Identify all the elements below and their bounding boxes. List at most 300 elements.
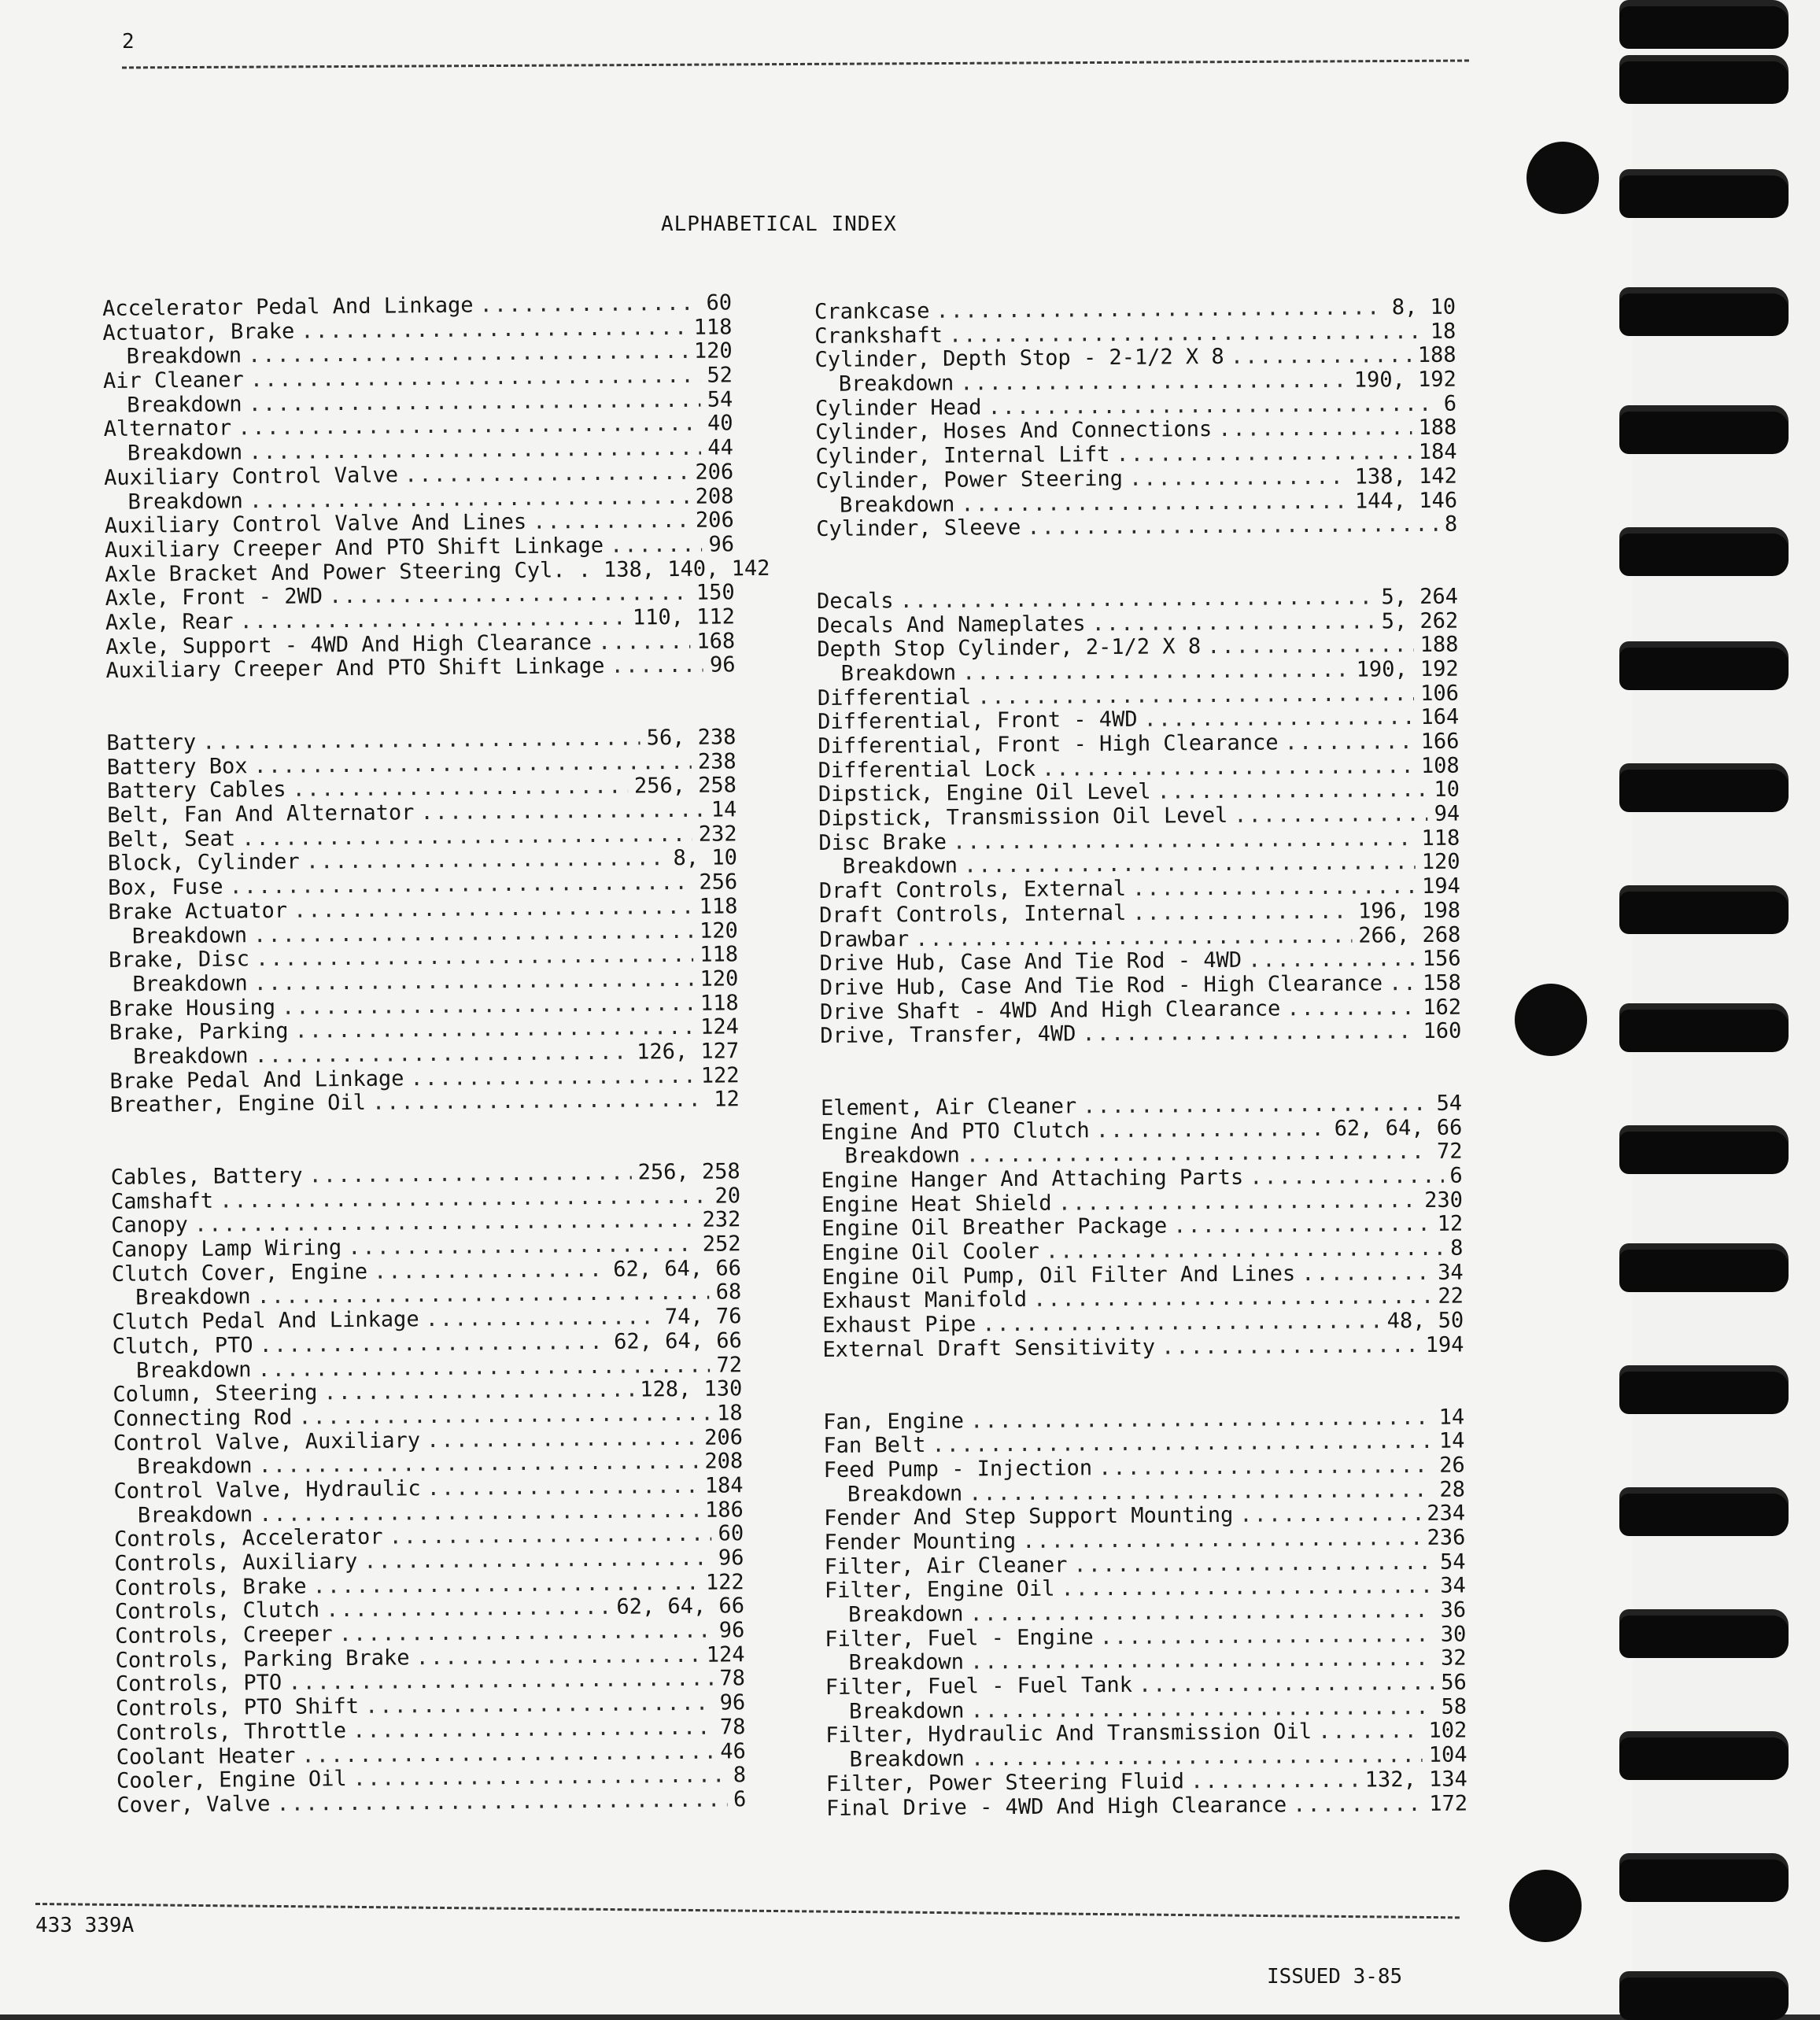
entry-label: Battery [106, 731, 196, 756]
entry-label: Depth Stop Cylinder, 2-1/2 X 8 [817, 635, 1201, 663]
entry-pages: 128, 130 [640, 1377, 742, 1402]
entry-pages: 106 [1420, 681, 1459, 706]
dot-leader [899, 585, 1375, 613]
entry-pages: 96 [710, 654, 736, 678]
dot-leader [1318, 1719, 1423, 1745]
entry-label: Breakdown [818, 662, 957, 687]
entry-label: Breakdown [816, 493, 955, 518]
entry-pages: 232 [702, 1209, 740, 1233]
binder-coil [1619, 1971, 1789, 2020]
entry-pages: 256, 258 [634, 774, 736, 800]
entry-label: Cylinder, Sleeve [816, 516, 1021, 542]
entry-pages: 266, 268 [1358, 923, 1460, 948]
entry-label: Breakdown [825, 1603, 964, 1628]
dot-leader [1058, 1189, 1419, 1216]
entry-pages: 6 [733, 1788, 747, 1812]
entry-label: Breakdown [104, 441, 243, 466]
entry-pages: 164 [1420, 706, 1459, 730]
dot-leader [977, 682, 1414, 710]
entry-pages: 188 [1420, 633, 1459, 658]
entry-pages: 54 [1440, 1550, 1466, 1575]
dot-leader [970, 1405, 1433, 1433]
entry-label: Engine And PTO Clutch [821, 1119, 1090, 1145]
entry-label: Breakdown [821, 1144, 960, 1169]
entry-label: Breakdown [109, 924, 248, 949]
binder-hole [1515, 984, 1587, 1056]
dot-leader [970, 1696, 1434, 1723]
dot-leader [1143, 706, 1414, 732]
entry-label: Engine Oil Breather Package [821, 1215, 1167, 1242]
entry-label: Draft Controls, External [819, 877, 1126, 904]
entry-label: Axle, Support - 4WD And High Clearance [105, 631, 592, 660]
dot-leader [323, 1379, 633, 1405]
dot-leader [1173, 1213, 1431, 1239]
entry-label: Cover, Valve [116, 1793, 270, 1819]
entry-label: Brake, Disc [109, 947, 249, 973]
entry-pages: 256, 258 [638, 1160, 740, 1185]
entry-label: Filter, Engine Oil [825, 1578, 1055, 1604]
dot-leader [339, 1619, 713, 1647]
entry-pages: 158 [1423, 971, 1461, 995]
entry-pages: 96 [718, 1546, 744, 1571]
dot-leader [1096, 1117, 1328, 1143]
entry-pages: 8 [733, 1763, 747, 1788]
entry-label: Breakdown [109, 1044, 249, 1069]
entry-label: Breakdown [113, 1358, 252, 1383]
entry-label: Engine Oil Cooler [821, 1240, 1039, 1266]
dot-leader [1022, 1527, 1421, 1554]
entry-label: Differential, Front - High Clearance [818, 731, 1278, 759]
entry-pages: 252 [703, 1232, 741, 1257]
entry-label: Drive Hub, Case And Tie Rod - 4WD [820, 949, 1242, 977]
dot-leader [1287, 996, 1416, 1021]
dot-leader [282, 992, 694, 1020]
entry-pages: 34 [1438, 1261, 1464, 1285]
dot-leader [294, 1016, 694, 1044]
dot-leader [1248, 947, 1416, 973]
entry-label: Drawbar [819, 928, 909, 953]
entry-label: Cables, Battery [111, 1165, 303, 1191]
entry-pages: 184 [1419, 441, 1457, 465]
entry-label: Auxiliary Creeper And PTO Shift Linkage [105, 534, 604, 563]
entry-label: Controls, PTO Shift [116, 1695, 359, 1722]
entry-label: Breakdown [825, 1699, 965, 1724]
entry-label: Battery Box [107, 755, 248, 780]
entry-pages: 48, 50 [1387, 1309, 1464, 1334]
entry-pages: 56 [1441, 1671, 1467, 1696]
entry-pages: 206 [704, 1426, 743, 1450]
dot-leader [1046, 1237, 1445, 1265]
dot-leader [598, 630, 691, 655]
entry-pages: 54 [1436, 1092, 1462, 1117]
binder-coil [1619, 1731, 1789, 1780]
entry-pages: 36 [1440, 1599, 1466, 1623]
entry-label: Cylinder, Internal Lift [815, 443, 1109, 470]
dot-leader [353, 1764, 727, 1792]
dot-leader [611, 654, 703, 679]
dot-leader [276, 1788, 727, 1816]
binder-hole [1509, 1870, 1582, 1942]
entry-pages: 44 [707, 436, 733, 460]
entry-pages: 46 [720, 1740, 746, 1764]
entry-label: Engine Heat Shield [821, 1191, 1052, 1217]
entry-label: Fender And Step Support Mounting [824, 1504, 1233, 1531]
entry-pages: 28 [1439, 1478, 1465, 1502]
entry-label: Brake Actuator [108, 899, 287, 925]
binder-coil [1619, 55, 1789, 104]
entry-label: Column, Steering [113, 1382, 317, 1408]
binder-coil [1619, 1125, 1789, 1174]
entry-pages: 96 [708, 533, 734, 557]
entry-label: Auxiliary Control Valve [104, 463, 398, 490]
dot-leader [915, 924, 1352, 951]
entry-pages: 34 [1440, 1575, 1466, 1599]
entry-label: Exhaust Manifold [822, 1288, 1027, 1314]
entry-pages: 190, 192 [1354, 368, 1456, 393]
entry-pages: 94 [1434, 803, 1460, 827]
entry-pages: 122 [701, 1064, 740, 1088]
entry-pages: 72 [716, 1353, 742, 1378]
entry-pages: 160 [1423, 1020, 1461, 1044]
entry-pages: 72 [1437, 1140, 1463, 1165]
entry-pages: 78 [720, 1715, 746, 1740]
entry-label: Fan, Engine [823, 1409, 964, 1435]
entry-pages: 5, 264 [1381, 585, 1458, 609]
dot-leader [427, 1475, 699, 1501]
entry-pages: 138, 140, 142 [604, 556, 770, 582]
dot-leader [1132, 899, 1352, 925]
entry-pages: 208 [696, 485, 734, 509]
dot-leader [372, 1088, 708, 1116]
dot-leader [1218, 416, 1412, 442]
entry-pages: 238 [698, 750, 736, 774]
entry-pages: 162 [1423, 995, 1461, 1020]
entry-label: Differential, Front - 4WD [818, 708, 1138, 735]
dot-leader [1389, 972, 1416, 996]
entry-pages: 18 [717, 1401, 743, 1426]
entry-pages: 18 [1431, 319, 1456, 344]
entry-pages: 118 [1421, 826, 1460, 851]
entry-pages: 236 [1427, 1526, 1465, 1550]
entry-label: Controls, Accelerator [114, 1526, 383, 1553]
entry-pages: 78 [719, 1667, 745, 1692]
entry-label: Breakdown [103, 345, 242, 370]
entry-label: Control Valve, Hydraulic [113, 1477, 420, 1504]
entry-pages: 168 [696, 630, 735, 654]
dot-leader [254, 1041, 630, 1069]
entry-pages: 8 [1445, 513, 1458, 537]
entry-pages: 58 [1441, 1695, 1467, 1719]
entry-label: Exhaust Pipe [822, 1313, 976, 1339]
form-number: 433 339A [35, 1914, 134, 1937]
entry-pages: 124 [700, 1016, 739, 1040]
dot-leader [1207, 633, 1414, 659]
dot-leader [1234, 803, 1428, 829]
entry-pages: 122 [706, 1571, 744, 1595]
entry-pages: 256 [699, 870, 737, 895]
entry-label: Axle Bracket And Power Steering Cyl. . [105, 559, 591, 588]
entry-label: Engine Hanger And Attaching Parts [821, 1166, 1244, 1194]
entry-pages: 62, 64, 66 [614, 1329, 742, 1354]
entry-pages: 156 [1423, 947, 1461, 972]
entry-label: Differential [818, 685, 971, 711]
dot-leader [364, 1547, 712, 1575]
entry-label: Breakdown [109, 972, 248, 997]
entry-label: Decals [817, 589, 894, 614]
entry-pages: 14 [1439, 1430, 1465, 1454]
binder-coil [1619, 287, 1789, 336]
entry-pages: 20 [714, 1184, 740, 1209]
dot-leader [374, 1258, 607, 1285]
entry-pages: 206 [695, 460, 733, 485]
entry-label: Canopy Lamp Wiring [111, 1236, 341, 1263]
entry-label: Filter, Power Steering Fluid [826, 1770, 1184, 1797]
entry-label: Fender Mounting [824, 1530, 1016, 1556]
entry-label: Auxiliary Control Valve And Lines [105, 511, 527, 539]
entry-pages: 120 [694, 340, 733, 364]
entry-pages: 120 [1422, 851, 1460, 875]
entry-pages: 8, 10 [673, 847, 737, 871]
entry-pages: 6 [1449, 1165, 1463, 1189]
dot-leader [326, 1596, 611, 1623]
entry-pages: 96 [720, 1691, 746, 1715]
dot-leader [1027, 513, 1438, 541]
dot-leader [301, 316, 688, 344]
dot-leader [1033, 1285, 1432, 1313]
entry-label: Filter, Air Cleaner [825, 1553, 1068, 1579]
dot-leader [420, 799, 705, 825]
entry-label: Clutch Pedal And Linkage [112, 1308, 419, 1335]
entry-label: Box, Fuse [108, 876, 223, 901]
entry-label: Alternator [103, 417, 231, 442]
entry-label: Disc Brake [818, 830, 947, 855]
binder-coil [1619, 527, 1789, 576]
entry-pages: 124 [707, 1643, 745, 1667]
entry-pages: 12 [1438, 1213, 1464, 1237]
entry-label: Breakdown [104, 489, 243, 515]
dot-leader [298, 1402, 711, 1431]
dot-leader [1042, 755, 1415, 781]
dot-leader [410, 1064, 695, 1091]
entry-pages: 206 [696, 508, 734, 533]
entry-pages: 32 [1441, 1647, 1467, 1671]
index-entry [116, 1788, 746, 1818]
dot-leader [969, 1478, 1433, 1505]
entry-label: Drive, Transfer, 4WD [820, 1023, 1076, 1049]
entry-pages: 118 [700, 895, 738, 919]
binder-coil [1619, 405, 1789, 454]
entry-label: Breakdown [112, 1286, 251, 1311]
dot-leader [1239, 1502, 1420, 1528]
binder-coil [1619, 763, 1789, 812]
entry-label: Crankcase [814, 300, 930, 325]
section-gap [823, 1357, 1464, 1410]
entry-label: Breather, Engine Oil [110, 1091, 366, 1118]
entry-label: Controls, PTO [116, 1671, 282, 1697]
entry-label: Cylinder, Power Steering [816, 467, 1123, 494]
binder-coil [1619, 1487, 1789, 1536]
dot-leader [1083, 1092, 1431, 1119]
entry-label: Draft Controls, Internal [819, 902, 1126, 929]
entry-label: Auxiliary Creeper And PTO Shift Linkage [105, 655, 604, 684]
entry-label: Belt, Fan And Alternator [107, 801, 414, 828]
entry-label: Brake Housing [109, 995, 276, 1021]
entry-label: Breakdown [114, 1503, 253, 1528]
entry-pages: 208 [704, 1450, 743, 1475]
entry-label: Cylinder, Hoses And Connections [815, 418, 1212, 445]
entry-label: Canopy [111, 1213, 188, 1239]
entry-pages: 14 [1439, 1405, 1465, 1430]
dot-leader [301, 1740, 714, 1768]
header-divider [122, 60, 1469, 69]
dot-leader [259, 1331, 607, 1358]
dot-leader [1116, 441, 1412, 467]
entry-label: Controls, Throttle [116, 1719, 346, 1746]
dot-leader [1293, 1792, 1423, 1817]
binder-hole [1527, 142, 1599, 214]
index-entry [822, 1333, 1464, 1362]
entry-label: Coolant Heater [116, 1744, 296, 1770]
entry-pages: 6 [1444, 392, 1457, 416]
dot-leader [1301, 1261, 1431, 1287]
entry-label: Dipstick, Engine Oil Level [818, 781, 1151, 807]
dot-leader [610, 534, 703, 559]
dot-leader [949, 320, 1424, 348]
entry-label: Controls, Parking Brake [115, 1646, 409, 1673]
entry-label: Cooler, Engine Oil [116, 1767, 347, 1794]
entry-label: Breakdown [825, 1748, 965, 1773]
entry-pages: 110, 112 [633, 605, 735, 630]
entry-pages: 40 [707, 412, 733, 437]
entry-label: Engine Oil Pump, Oil Filter And Lines [822, 1262, 1296, 1290]
entry-label: Brake, Parking [109, 1020, 289, 1046]
dot-leader [1231, 344, 1412, 370]
dot-leader [353, 1715, 714, 1743]
entry-pages: 150 [696, 582, 735, 606]
entry-pages: 166 [1421, 730, 1460, 755]
entry-label: External Draft Sensitivity [822, 1335, 1155, 1362]
dot-leader [970, 1647, 1434, 1675]
dot-leader [936, 296, 1386, 323]
entry-pages: 138, 142 [1355, 464, 1457, 489]
entry-label: Accelerator Pedal And Linkage [102, 294, 474, 321]
dot-leader [292, 775, 628, 803]
index-entry [826, 1792, 1467, 1821]
dot-leader [1091, 610, 1375, 637]
dot-leader [969, 1599, 1434, 1627]
dot-leader [365, 1692, 714, 1719]
entry-pages: 118 [700, 992, 739, 1016]
entry-pages: 108 [1421, 754, 1460, 778]
entry-pages: 188 [1418, 416, 1456, 441]
entry-label: Differential Lock [818, 757, 1036, 783]
dot-leader [308, 1161, 631, 1189]
entry-pages: 30 [1441, 1623, 1467, 1647]
entry-label: Axle, Front - 2WD [105, 585, 323, 611]
dot-leader [1161, 1334, 1419, 1360]
index-column-right [814, 296, 1467, 1822]
entry-pages: 186 [705, 1498, 744, 1523]
dot-leader [1073, 1550, 1434, 1577]
dot-leader [1129, 465, 1349, 491]
dot-leader [966, 1140, 1431, 1168]
entry-pages: 56, 238 [646, 726, 736, 751]
dot-leader [964, 851, 1416, 878]
entry-label: Clutch, PTO [113, 1334, 253, 1359]
dot-leader [533, 509, 689, 535]
binder-coil [1619, 1853, 1789, 1902]
entry-label: Final Drive - 4WD And High Clearance [826, 1793, 1287, 1821]
entry-pages: 126, 127 [637, 1040, 739, 1065]
entry-pages: 8, 10 [1392, 296, 1456, 320]
entry-pages: 196, 198 [1358, 899, 1460, 924]
dot-leader [1250, 1165, 1444, 1191]
entry-pages: 22 [1438, 1285, 1464, 1309]
entry-label: Fan Belt [823, 1434, 925, 1459]
entry-label: Breakdown [815, 372, 954, 397]
entry-pages: 68 [716, 1281, 742, 1305]
entry-label: Decals And Nameplates [817, 612, 1086, 638]
entry-label: Belt, Seat [107, 827, 235, 852]
entry-label: Actuator, Brake [102, 319, 294, 345]
entry-label: Brake Pedal And Linkage [109, 1067, 404, 1094]
entry-label: Breakdown [103, 393, 242, 418]
entry-pages: 62, 64, 66 [1335, 1116, 1463, 1141]
entry-pages: 52 [707, 364, 733, 388]
binder-coil [1619, 885, 1789, 934]
entry-pages: 62, 64, 66 [613, 1257, 741, 1282]
entry-label: Filter, Fuel - Fuel Tank [825, 1674, 1132, 1701]
dot-leader [404, 461, 689, 488]
entry-pages: 184 [705, 1474, 744, 1498]
dot-leader [960, 369, 1348, 397]
entry-pages: 232 [699, 822, 737, 847]
entry-label: Breakdown [819, 855, 958, 880]
binder-coil [1619, 0, 1789, 49]
binder-coil [1619, 1365, 1789, 1414]
dot-leader [1061, 1575, 1434, 1601]
dot-leader [1100, 1623, 1434, 1650]
dot-leader [479, 292, 700, 318]
section-gap [106, 678, 736, 732]
page-number: 2 [122, 30, 135, 54]
entry-label: Controls, Auxiliary [114, 1550, 357, 1577]
entry-pages: 194 [1422, 875, 1460, 899]
entry-pages: 102 [1428, 1719, 1467, 1744]
entry-pages: 96 [719, 1619, 745, 1643]
entry-label: Dipstick, Transmission Oil Level [818, 804, 1227, 832]
entry-pages: 62, 64, 66 [616, 1595, 744, 1620]
dot-leader [426, 1426, 698, 1453]
entry-pages: 144, 146 [1355, 489, 1457, 514]
entry-pages: 8 [1450, 1237, 1464, 1261]
footer-divider [35, 1903, 1460, 1918]
dot-leader [306, 848, 667, 875]
entry-pages: 120 [700, 919, 738, 944]
entry-label: Controls, Creeper [115, 1623, 333, 1649]
entry-pages: 230 [1424, 1188, 1463, 1213]
entry-label: Air Cleaner [103, 368, 244, 393]
dot-leader [962, 659, 1350, 686]
entry-label: Drive Hub, Case And Tie Rod - High Clearance [820, 972, 1383, 1000]
entry-label: Crankshaft [814, 323, 943, 349]
entry-pages: 60 [718, 1523, 744, 1547]
entry-label: Breakdown [824, 1482, 963, 1507]
entry-label: Block, Cylinder [108, 851, 300, 877]
entry-pages: 118 [700, 943, 738, 967]
dot-leader [982, 1310, 1381, 1338]
entry-label: Breakdown [113, 1454, 253, 1479]
